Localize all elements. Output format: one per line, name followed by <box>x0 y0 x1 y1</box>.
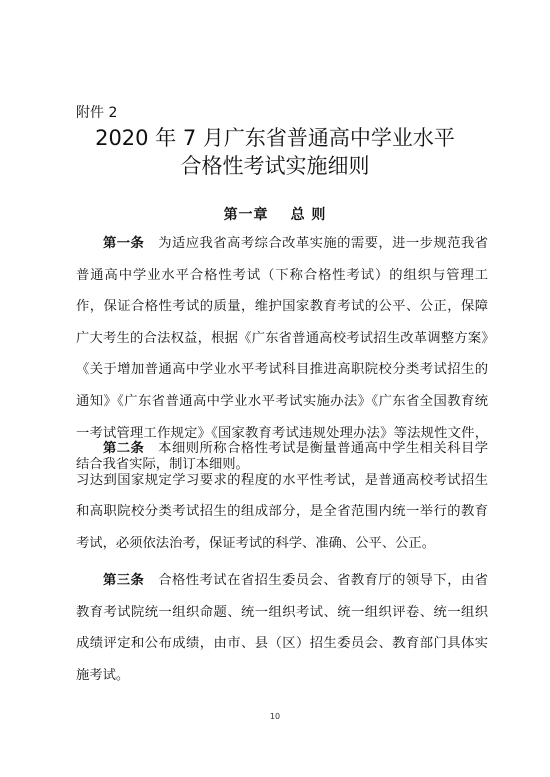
article-1-text: 为适应我省高考综合改革实施的需要，进一步规范我省普通高中学业水平合格性考试（下称合格性考试）的组织与管理工作，保证合格性考试的质量，维护国家教育考试的公平、公正，保障广大考生的合法权益，根据《广东省普通高校考试招生改革调整方案》《关于增加普通高中学业水平考试科目推进高职院校分类考试招生的通知》《广东省普通高中学业水平考试实施办法》《广东省全国教育统一考试管理工作规定》《国家教育考试违规处理办法》等法规性文件，结合我省实际，制订本细则。 <box>76 236 489 473</box>
chapter-name: 总 则 <box>290 207 327 223</box>
article-2-number: 第二条 <box>103 441 145 456</box>
article-2-text: 本细则所称合格性考试是衡量普通高中学生相关科目学习达到国家规定学习要求的程度的水平性考试，是普通高校考试招生和高职院校分类考试招生的组成部分，是全省范围内统一举行的教育考试，必须依法治考，保证考试的科学、准确、公平、公正。 <box>76 441 489 551</box>
article-3 <box>76 565 488 691</box>
article-1-number: 第一条 <box>103 236 145 251</box>
document-title-line-2: 合格性考试实施细则 <box>180 154 370 178</box>
chapter-number: 第一章 <box>223 207 269 223</box>
page-number: 10 <box>269 712 281 721</box>
article-3-number: 第三条 <box>103 573 145 588</box>
article-3-text: 合格性考试在省招生委员会、省教育厅的领导下，由省教育考试院统一组织命题、统一组织考试、统一组织评卷、统一组织成绩评定和公布成绩，由市、县（区）招生委员会、教育部门具体实施考试。 <box>76 573 489 683</box>
chapter-heading <box>0 206 550 224</box>
attachment-label: 附件 2 <box>76 105 118 121</box>
article-2 <box>76 433 488 559</box>
document-title-line-1: 2020 年 7 月广东省普通高中学业水平 <box>95 126 455 150</box>
